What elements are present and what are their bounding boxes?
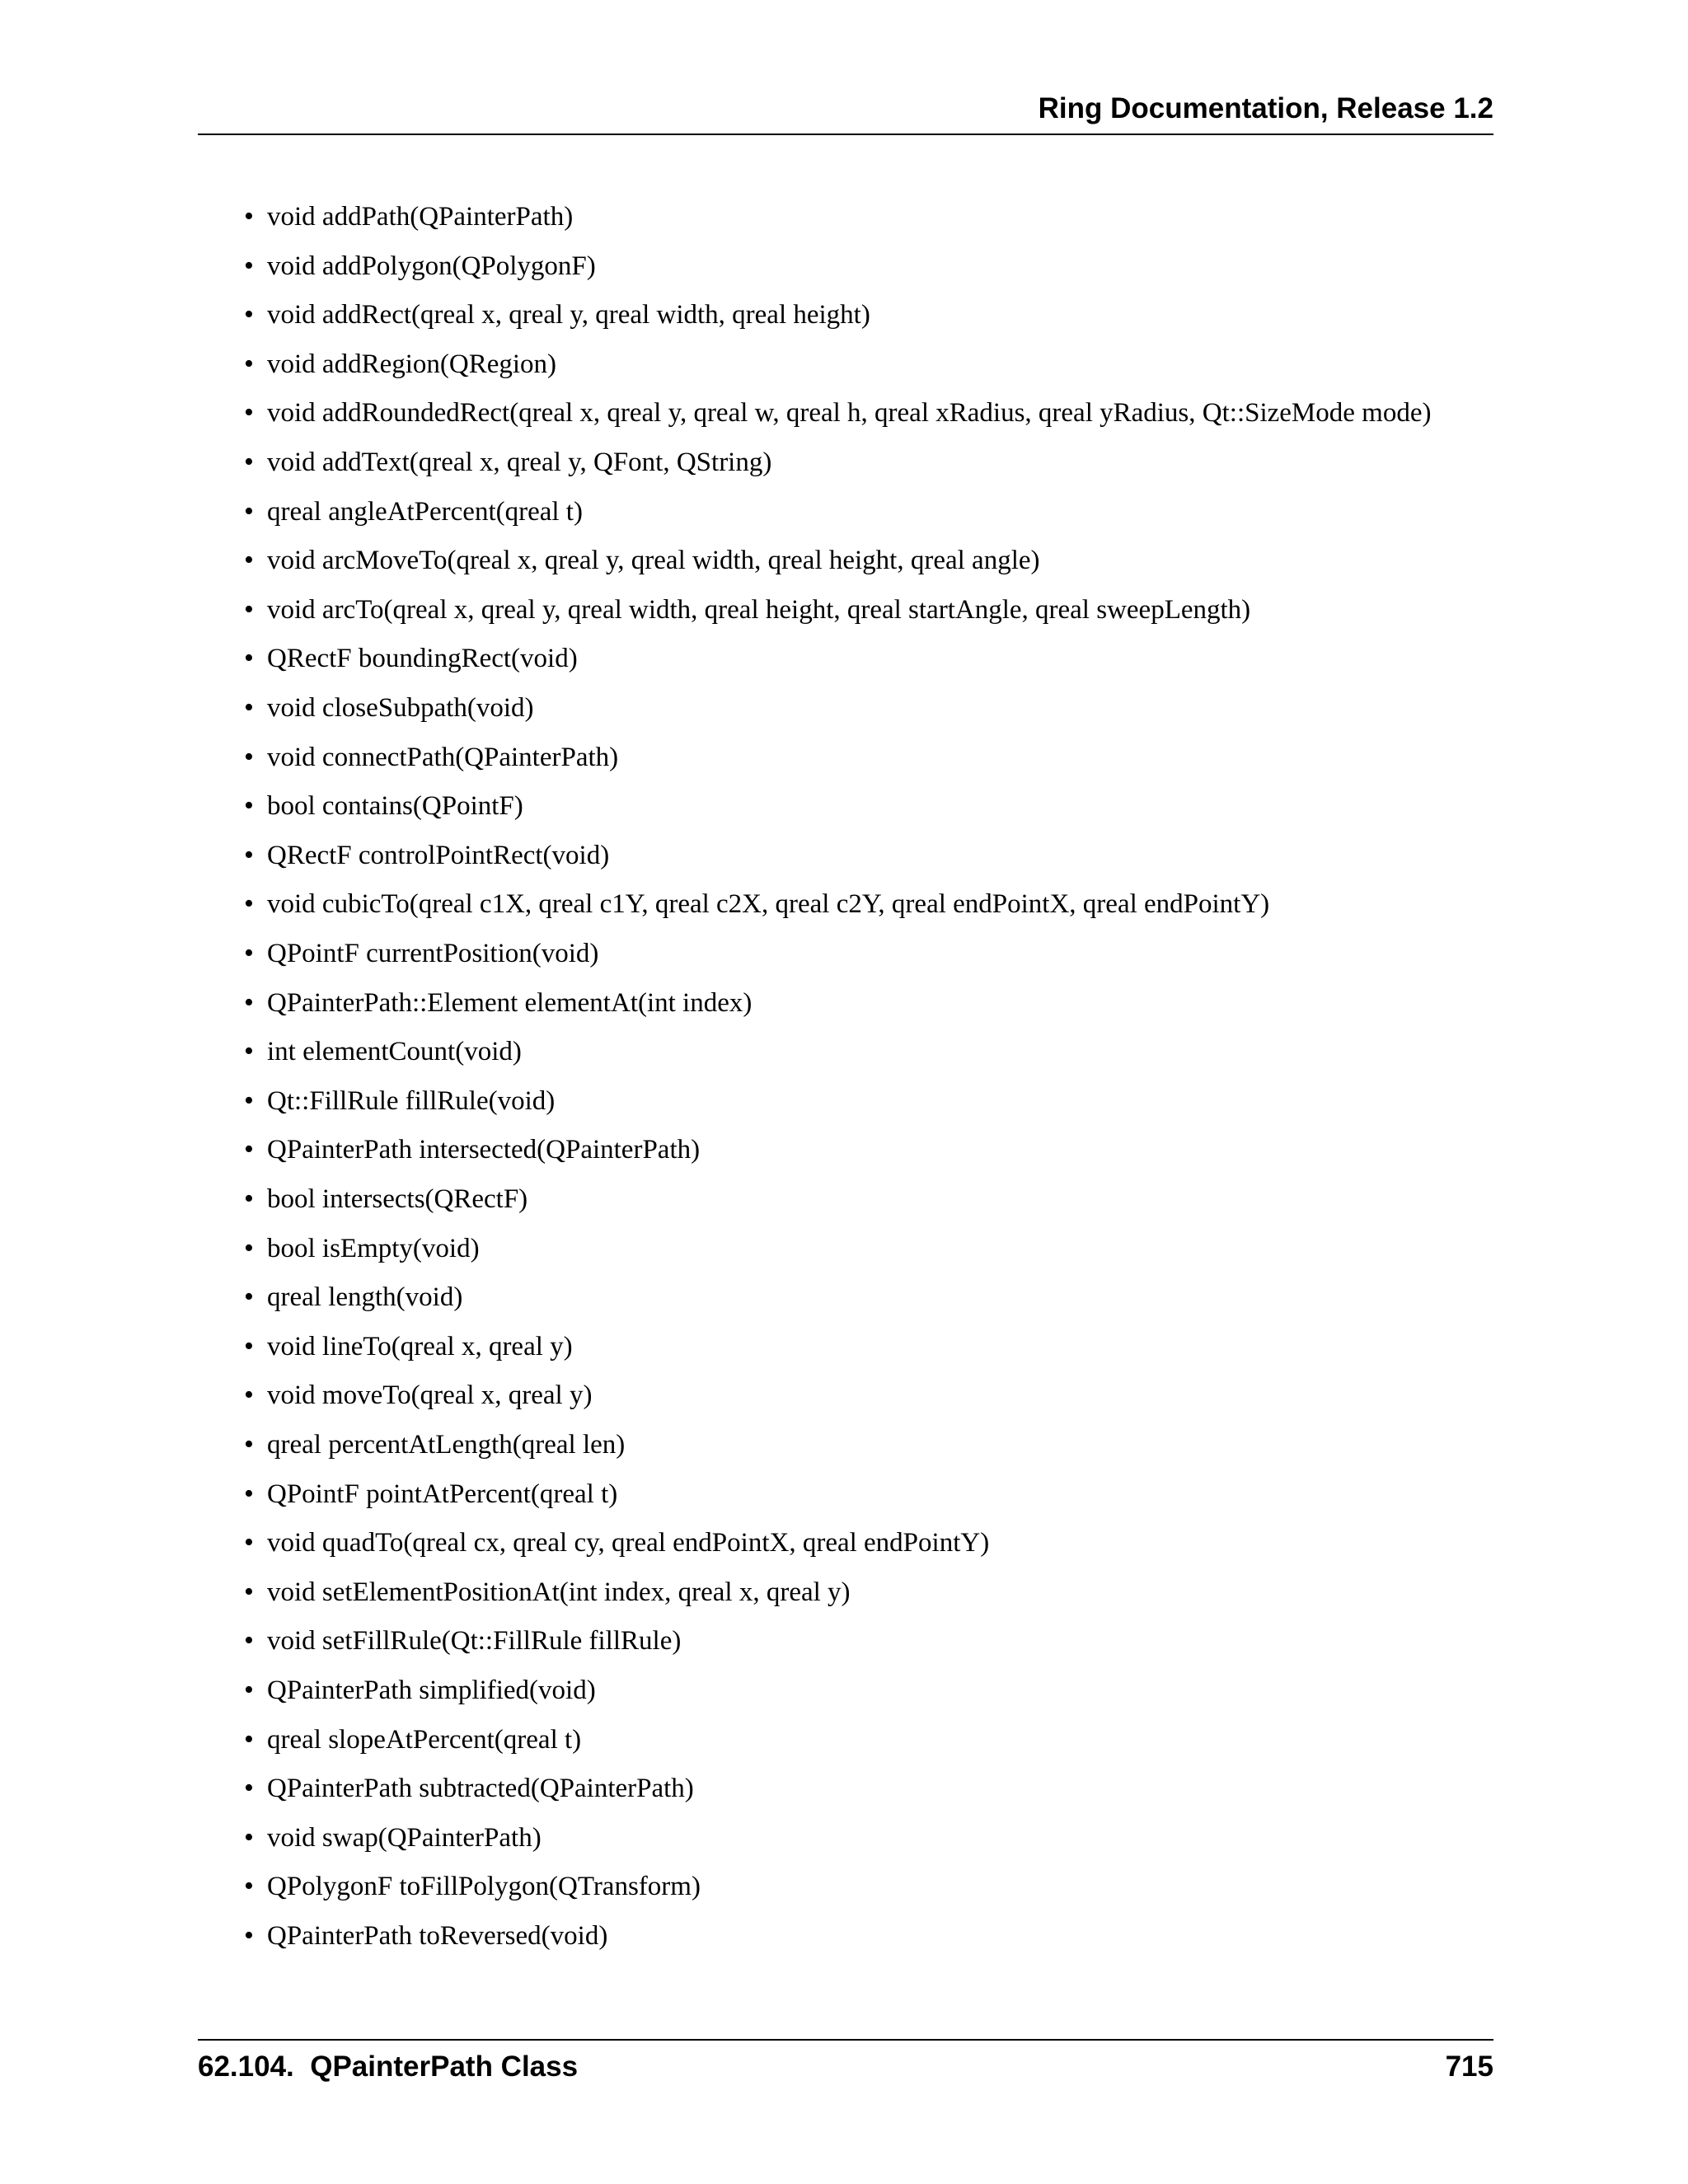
- method-signature: void swap(QPainterPath): [267, 1822, 542, 1853]
- method-signature: QPointF pointAtPercent(qreal t): [267, 1479, 618, 1509]
- section-title: 62.104. QPainterPath Class: [198, 2050, 579, 2083]
- bullet-icon: •: [244, 692, 254, 723]
- bullet-icon: •: [244, 447, 254, 477]
- method-signature: void cubicTo(qreal c1X, qreal c1Y, qreal c2X, qreal c2Y, qreal endPointX, qreal endPointY): [267, 889, 1270, 920]
- bullet-icon: •: [244, 545, 254, 576]
- method-signature: qreal slopeAtPercent(qreal t): [267, 1724, 582, 1755]
- list-item: [198, 781, 1493, 831]
- method-signature: void addPath(QPainterPath): [267, 202, 574, 232]
- bullet-icon: •: [244, 1232, 254, 1263]
- method-signature: bool isEmpty(void): [267, 1233, 480, 1263]
- method-signature: void lineTo(qreal x, qreal y): [267, 1331, 573, 1361]
- bullet-icon: •: [244, 1330, 254, 1361]
- list-item: [198, 1715, 1493, 1765]
- method-signature: qreal angleAtPercent(qreal t): [267, 496, 583, 527]
- method-signature: QRectF controlPointRect(void): [267, 840, 610, 870]
- list-item: [198, 1911, 1493, 1961]
- method-signature: QPointF currentPosition(void): [267, 939, 599, 968]
- list-item: [198, 1076, 1493, 1126]
- bullet-icon: •: [244, 1920, 254, 1951]
- list-item: [198, 683, 1493, 733]
- bullet-icon: •: [244, 593, 254, 625]
- list-item: [198, 388, 1493, 438]
- method-signature: void addRect(qreal x, qreal y, qreal width, qreal height): [267, 300, 870, 330]
- bullet-icon: •: [244, 348, 254, 379]
- list-item: [198, 1469, 1493, 1519]
- bullet-icon: •: [244, 1134, 254, 1165]
- list-item: [198, 1518, 1493, 1568]
- bullet-icon: •: [244, 1429, 254, 1460]
- method-signature: void setFillRule(Qt::FillRule fillRule): [267, 1626, 682, 1657]
- bullet-icon: •: [244, 1036, 254, 1067]
- method-signature: void addText(qreal x, qreal y, QFont, QString): [267, 448, 772, 477]
- method-signature: void addPolygon(QPolygonF): [267, 251, 596, 281]
- list-item: [198, 1813, 1493, 1863]
- bullet-icon: •: [244, 1871, 254, 1902]
- bullet-icon: •: [244, 741, 254, 772]
- bullet-icon: •: [244, 1625, 254, 1657]
- bullet-icon: •: [244, 938, 254, 968]
- document-title: Ring Documentation, Release 1.2: [1038, 92, 1493, 124]
- list-item: [198, 487, 1493, 537]
- bullet-icon: •: [244, 1723, 254, 1755]
- method-signature: qreal percentAtLength(qreal len): [267, 1430, 626, 1460]
- method-signature: bool contains(QPointF): [267, 791, 523, 822]
- method-signature: void addRoundedRect(qreal x, qreal y, qreal w, qreal h, qreal xRadius, qreal yRadius, Qt::SizeMode mode): [267, 398, 1432, 429]
- method-signature: bool intersects(QRectF): [267, 1184, 528, 1214]
- bullet-icon: •: [244, 1282, 254, 1313]
- bullet-icon: •: [244, 1380, 254, 1411]
- list-item: [198, 879, 1493, 929]
- list-item: [198, 1371, 1493, 1420]
- list-item: [198, 634, 1493, 683]
- method-signature: void quadTo(qreal cx, qreal cy, qreal endPointX, qreal endPointY): [267, 1528, 990, 1558]
- method-signature: void arcTo(qreal x, qreal y, qreal width, qreal height, qreal startAngle, qreal sweepLength): [267, 594, 1251, 625]
- list-item: [198, 241, 1493, 291]
- method-signature: QPainterPath toReversed(void): [267, 1921, 608, 1951]
- method-signature: QPainterPath::Element elementAt(int index): [267, 987, 753, 1018]
- list-item: [198, 1224, 1493, 1273]
- list-item: [198, 536, 1493, 585]
- method-signature: void closeSubpath(void): [267, 693, 534, 723]
- list-item: [198, 438, 1493, 487]
- bullet-icon: •: [244, 201, 254, 232]
- list-item: [198, 290, 1493, 340]
- page-number: 715: [1445, 2050, 1493, 2083]
- list-item: [198, 192, 1493, 241]
- list-item: [198, 1666, 1493, 1715]
- method-signature: void moveTo(qreal x, qreal y): [267, 1380, 593, 1411]
- list-item: [198, 831, 1493, 880]
- list-item: [198, 1764, 1493, 1813]
- method-signature: void arcMoveTo(qreal x, qreal y, qreal width, qreal height, qreal angle): [267, 546, 1040, 576]
- bullet-icon: •: [244, 987, 254, 1018]
- bullet-icon: •: [244, 1675, 254, 1705]
- method-signature: QPolygonF toFillPolygon(QTransform): [267, 1872, 701, 1902]
- method-signature: void connectPath(QPainterPath): [267, 742, 619, 772]
- list-item: [198, 1174, 1493, 1224]
- list-item: [198, 1616, 1493, 1666]
- method-signature: QPainterPath simplified(void): [267, 1675, 596, 1705]
- bullet-icon: •: [244, 790, 254, 822]
- method-signature: QRectF boundingRect(void): [267, 644, 578, 674]
- method-signature: QPainterPath intersected(QPainterPath): [267, 1135, 701, 1165]
- list-item: [198, 1027, 1493, 1076]
- list-item: [198, 1272, 1493, 1322]
- list-item: [198, 1568, 1493, 1617]
- bullet-icon: •: [244, 643, 254, 674]
- bullet-icon: •: [244, 299, 254, 330]
- method-signature: int elementCount(void): [267, 1037, 522, 1067]
- list-item: [198, 1125, 1493, 1174]
- list-item: [198, 1420, 1493, 1469]
- bullet-icon: •: [244, 1085, 254, 1116]
- method-signature: void addRegion(QRegion): [267, 349, 557, 379]
- bullet-icon: •: [244, 1576, 254, 1607]
- list-item: [198, 733, 1493, 782]
- bullet-icon: •: [244, 1821, 254, 1853]
- bullet-icon: •: [244, 839, 254, 870]
- list-item: [198, 1322, 1493, 1371]
- bullet-icon: •: [244, 1527, 254, 1558]
- bullet-icon: •: [244, 1183, 254, 1214]
- bullet-icon: •: [244, 1773, 254, 1804]
- method-list: [198, 0, 1493, 2184]
- page-footer: [198, 2039, 1493, 2090]
- bullet-icon: •: [244, 888, 254, 920]
- list-item: [198, 978, 1493, 1028]
- list-item: [198, 1862, 1493, 1911]
- list-item: [198, 340, 1493, 389]
- list-item: [198, 929, 1493, 978]
- bullet-icon: •: [244, 250, 254, 281]
- method-signature: void setElementPositionAt(int index, qreal x, qreal y): [267, 1577, 851, 1607]
- bullet-icon: •: [244, 495, 254, 527]
- list-item: [198, 585, 1493, 635]
- bullet-icon: •: [244, 397, 254, 429]
- method-signature: QPainterPath subtracted(QPainterPath): [267, 1774, 694, 1804]
- method-signature: qreal length(void): [267, 1282, 463, 1313]
- bullet-icon: •: [244, 1478, 254, 1509]
- method-signature: Qt::FillRule fillRule(void): [267, 1085, 556, 1116]
